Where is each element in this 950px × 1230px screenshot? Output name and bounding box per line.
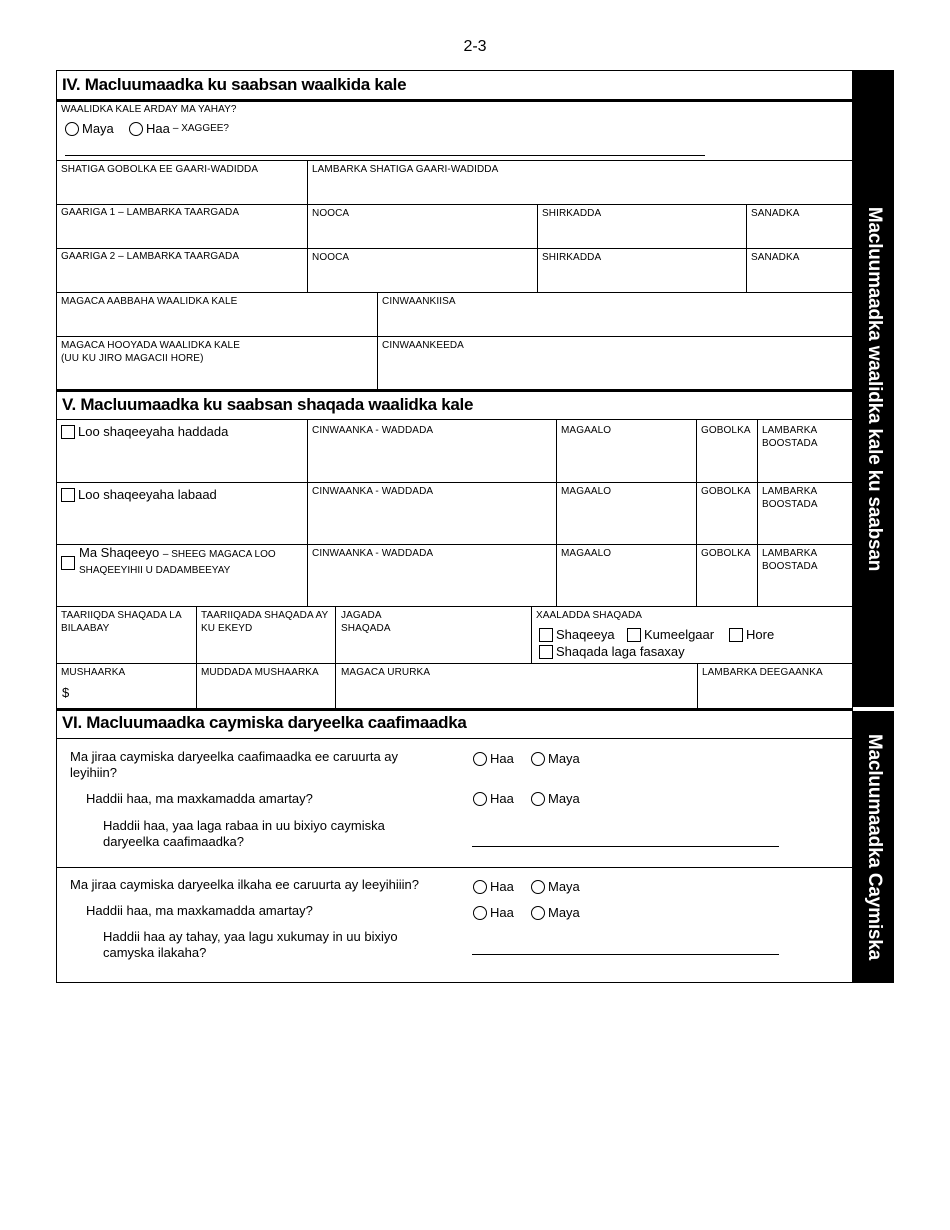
car1-company-label: SHIRKADDA — [542, 208, 602, 219]
mother-name-label: MAGACA HOOYADA WAALIDKA KALE — [61, 340, 240, 351]
q2-haa-option[interactable]: Haa — [473, 879, 514, 895]
row2-zip-label: LAMBARKA BOOSTADA — [762, 486, 818, 510]
employer-current-checkbox[interactable] — [61, 425, 75, 439]
dental-who-pays-field[interactable] — [472, 954, 779, 955]
row1-state-label: GOBOLKA — [701, 425, 751, 436]
unemployed-label: Ma Shaqeeyo – SHEEG MAGACA LOO SHAQEEYIHII U DADAMBEEYAY — [79, 545, 276, 576]
q1a-haa-radio[interactable] — [473, 792, 487, 806]
status-leave-checkbox[interactable] — [539, 645, 553, 659]
status-temporary-checkbox[interactable] — [627, 628, 641, 642]
health-court-ordered-question: Haddii haa, ma maxkamadda amartay? — [86, 791, 313, 806]
row3-city-label: MAGAALO — [561, 548, 612, 559]
student-maya-radio[interactable] — [65, 122, 79, 136]
health-who-pays-question: Haddii haa, yaa laga rabaa in uu bixiyo caymiska daryeelka caafimaadka? — [103, 818, 385, 849]
unemployed-checkbox[interactable] — [61, 556, 75, 570]
student-where-field[interactable] — [65, 155, 705, 156]
row2-state-label: GOBOLKA — [701, 486, 751, 497]
row2-street-label: CINWAANKA - WADDADA — [312, 486, 434, 497]
status-employed-checkbox[interactable] — [539, 628, 553, 642]
employer-second-option[interactable]: Loo shaqeeyaha labaad — [61, 487, 217, 503]
section-6-title: VI. Macluumaadka caymiska daryeelka caafimaadka — [62, 713, 467, 732]
q2-maya-option[interactable]: Maya — [531, 879, 580, 895]
q1a-maya-radio[interactable] — [531, 792, 545, 806]
car2-company-label: SHIRKADDA — [542, 252, 602, 263]
q2a-haa-option[interactable]: Haa — [473, 905, 514, 921]
section-4-title: IV. Macluumaadka ku saabsan waalkida kale — [62, 75, 407, 94]
row1-city-label: MAGAALO — [561, 425, 612, 436]
dental-court-ordered-question: Haddii haa, ma maxkamadda amartay? — [86, 903, 313, 918]
license-number-label: LAMBARKA SHATIGA GAARI-WADIDDA — [312, 164, 499, 175]
student-maya-option[interactable]: Maya — [65, 121, 114, 137]
job-status-label: XAALADDA SHAQADA — [536, 610, 643, 621]
status-retired-option[interactable]: Hore — [729, 627, 774, 643]
start-date-label: TAARIIQDA SHAQADA LA BILAABAY — [61, 610, 182, 634]
q1-maya-radio[interactable] — [531, 752, 545, 766]
license-state-label: SHATIGA GOBOLKA EE GAARI-WADIDDA — [61, 164, 259, 175]
q2a-maya-option[interactable]: Maya — [531, 905, 580, 921]
row3-zip-label: LAMBARKA BOOSTADA — [762, 548, 818, 572]
mother-address-label: CINWAANKEEDA — [382, 340, 464, 351]
mother-name-note: (UU KU JIRO MAGACII HORE) — [61, 353, 204, 364]
dental-insurance-question: Ma jiraa caymiska daryeelka ilkaha ee caruurta ay leeyihiiin? — [70, 877, 420, 892]
q1-haa-option[interactable]: Haa — [473, 751, 514, 767]
student-haa-radio[interactable] — [129, 122, 143, 136]
car2-year-label: SANADKA — [751, 252, 800, 263]
q2-haa-radio[interactable] — [473, 880, 487, 894]
car2-type-label: NOOCA — [312, 252, 350, 263]
sidebar-other-parent — [853, 70, 894, 707]
job-title-label: JAGADA SHAQADA — [341, 610, 391, 634]
sidebar-insurance — [853, 711, 894, 983]
father-name-label: MAGACA AABBAHA WAALIDKA KALE — [61, 296, 238, 307]
q2a-haa-radio[interactable] — [473, 906, 487, 920]
status-employed-option[interactable]: Shaqeeya — [539, 627, 615, 643]
status-leave-option[interactable]: Shaqada laga fasaxay — [539, 644, 685, 660]
car1-plate-label: GAARIGA 1 – LAMBARKA TAARGADA — [61, 207, 240, 218]
q1-maya-option[interactable]: Maya — [531, 751, 580, 767]
end-date-label: TAARIIQADA SHAQADA AY KU EKEYD — [201, 610, 329, 634]
employer-second-checkbox[interactable] — [61, 488, 75, 502]
car2-plate-label: GAARIGA 2 – LAMBARKA TAARGADA — [61, 251, 240, 262]
status-temporary-option[interactable]: Kumeelgaar — [627, 627, 714, 643]
dental-who-pays-question: Haddii haa ay tahay, yaa lagu xukumay in uu bixiyo camyska ilakaha? — [103, 929, 398, 960]
father-address-label: CINWAANKIISA — [382, 296, 456, 307]
sidebar-other-parent-label: Macluumaadka waalidka kale ku saabsan — [863, 206, 885, 571]
sidebar-insurance-label: Macluumaadka Caymiska — [863, 733, 885, 961]
health-who-pays-field[interactable] — [472, 846, 779, 847]
health-insurance-question: Ma jiraa caymiska daryeelka caafimaadka ee caruurta ay leyihiin? — [70, 749, 399, 780]
q2-maya-radio[interactable] — [531, 880, 545, 894]
row1-street-label: CINWAANKA - WADDADA — [312, 425, 434, 436]
salary-label: MUSHAARKA — [61, 667, 126, 678]
student-haa-option[interactable]: Haa – XAGGEE? — [129, 121, 229, 137]
row2-city-label: MAGAALO — [561, 486, 612, 497]
row1-zip-label: LAMBARKA BOOSTADA — [762, 425, 818, 449]
phone-label: LAMBARKA DEEGAANKA — [702, 667, 823, 678]
section-5-title: V. Macluumaadka ku saabsan shaqada waalidka kale — [62, 395, 474, 414]
supervisor-label: MAGACA URURKA — [341, 667, 431, 678]
q1a-haa-option[interactable]: Haa — [473, 791, 514, 807]
row3-state-label: GOBOLKA — [701, 548, 751, 559]
q1a-maya-option[interactable]: Maya — [531, 791, 580, 807]
car1-year-label: SANADKA — [751, 208, 800, 219]
employer-current-option[interactable]: Loo shaqeeyaha haddada — [61, 424, 228, 440]
car1-type-label: NOOCA — [312, 208, 350, 219]
form-panel — [56, 70, 853, 983]
status-retired-checkbox[interactable] — [729, 628, 743, 642]
other-parent-student-label: WAALIDKA KALE ARDAY MA YAHAY? — [61, 104, 237, 115]
q2a-maya-radio[interactable] — [531, 906, 545, 920]
page-number: 2-3 — [463, 38, 487, 55]
q1-haa-radio[interactable] — [473, 752, 487, 766]
row3-street-label: CINWAANKA - WADDADA — [312, 548, 434, 559]
pay-period-label: MUDDADA MUSHAARKA — [201, 667, 319, 678]
salary-dollar-sign: $ — [62, 685, 70, 700]
